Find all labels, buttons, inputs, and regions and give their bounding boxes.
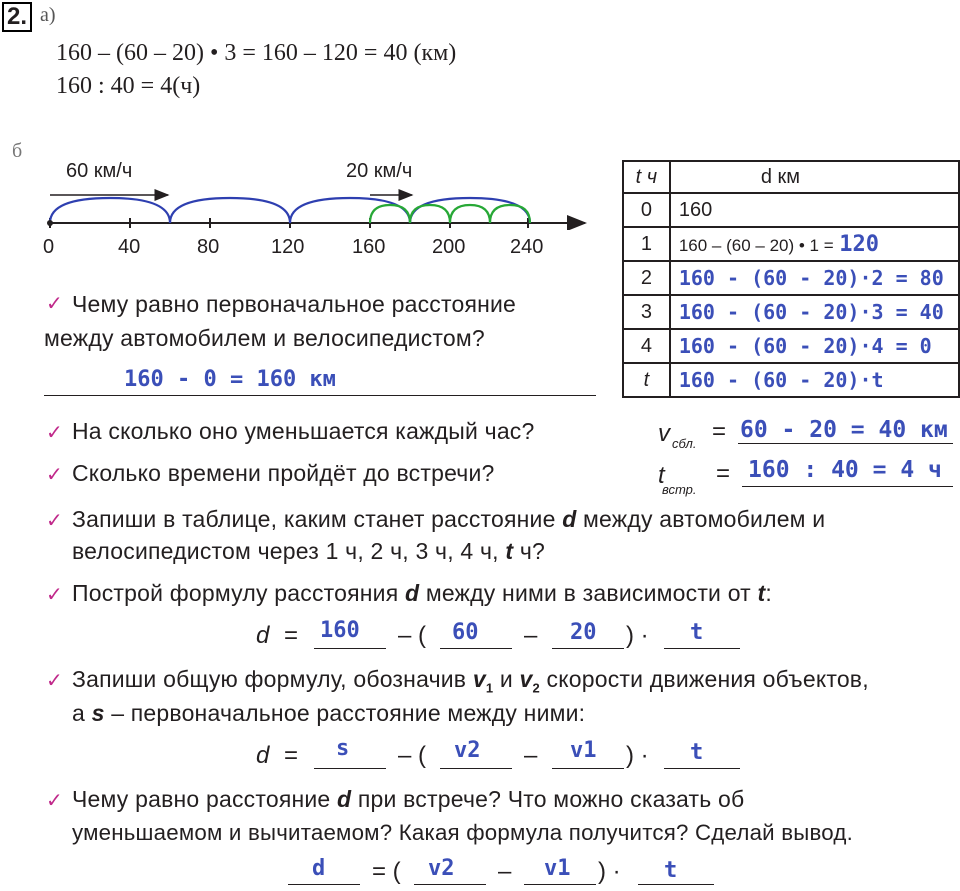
q7-var-d: d [337, 786, 352, 812]
q7-blank2[interactable]: v2 [428, 856, 455, 881]
q4-line2 [72, 538, 545, 565]
q5-var-d: d [404, 580, 420, 606]
q7-line1 [72, 786, 744, 813]
cell-d-handwritten: 120 [839, 231, 879, 257]
q7-f-eq: = ( [372, 858, 401, 885]
q5-text [72, 580, 772, 607]
cell-t: 4 [623, 329, 670, 363]
q2-answer[interactable]: 60 - 20 = 40 км [740, 417, 948, 443]
tick-label-240: 240 [510, 236, 544, 258]
bike-arcs [370, 205, 530, 223]
q6-blank4[interactable]: t [690, 740, 704, 765]
q6-blank3[interactable]: v1 [570, 738, 597, 763]
q7-line1c: при встрече? Что можно сказать об [357, 786, 745, 812]
tick-label-0: 0 [43, 236, 55, 258]
q7-blank3[interactable]: v1 [544, 856, 571, 881]
q5-e: : [765, 580, 772, 606]
q7-f-minus: – [498, 858, 512, 885]
cell-d-handwritten[interactable]: 160 - (60 - 20)·3 = 40 [670, 295, 959, 329]
q6-blank1[interactable]: s [336, 736, 350, 761]
q5-blank1-line [314, 648, 386, 649]
table-header-row [623, 161, 959, 193]
check-icon: ✓ [46, 510, 63, 532]
q7-f-close: ) · [598, 858, 621, 885]
q6-blank2-line [440, 768, 512, 769]
q4-line1c: между автомобилем и [583, 506, 826, 532]
part-b-label: б [12, 140, 23, 162]
cell-t: 2 [623, 261, 670, 295]
q6-v1: v [472, 666, 486, 692]
q2-sub: сбл. [672, 436, 697, 451]
q6-line2b: – первоначальное расстояние между ними: [111, 700, 586, 726]
cell-t: 0 [623, 193, 670, 227]
speed2-label: 20 км/ч [346, 160, 413, 182]
table-row [623, 363, 959, 397]
q6-var-s: s [91, 700, 105, 726]
q3-var: t [658, 462, 665, 489]
check-icon: ✓ [46, 422, 63, 444]
q5-f-eq: = [284, 622, 299, 649]
cell-d-handwritten[interactable]: 160 - (60 - 20)·t [670, 363, 959, 397]
number-line [0, 150, 610, 230]
q3-answer-line [742, 486, 953, 487]
task-number: 2. [2, 2, 32, 32]
cell-t: 3 [623, 295, 670, 329]
q6-blank3-line [552, 768, 624, 769]
q6-line1 [72, 666, 869, 696]
q5-blank2-line [440, 648, 512, 649]
cell-t: t [623, 363, 670, 397]
q1-line2: между автомобилем и велосипедистом? [44, 325, 485, 351]
part-a-line1: 160 – (60 – 20) • 3 = 160 – 120 = 40 (км) [56, 40, 457, 66]
check-icon: ✓ [46, 790, 63, 812]
check-icon: ✓ [46, 584, 63, 606]
q7-line2: уменьшаемом и вычитаемом? Какая формула получится? Сделай вывод. [72, 820, 854, 845]
q6-blank1-line [314, 768, 386, 769]
q3-eq: = [716, 460, 731, 487]
q7-blank3-line [524, 884, 596, 885]
table-row [623, 193, 959, 227]
q5-f-minus: – [524, 622, 538, 649]
table-row [623, 329, 959, 363]
tick-label-160: 160 [352, 236, 386, 258]
start-point [47, 220, 53, 226]
q2-eq: = [712, 418, 727, 445]
q3-text: Сколько времени пройдёт до встречи? [72, 460, 495, 486]
q5-var-t: t [757, 580, 766, 606]
q5-f-minus-paren: – ( [398, 622, 427, 649]
q6-f-close: ) · [626, 742, 649, 769]
q6-f-eq: = [284, 742, 299, 769]
q6-blank4-line [664, 768, 740, 769]
speed1-label: 60 км/ч [66, 160, 133, 182]
q4-var-d: d [562, 506, 577, 532]
q4-line1 [72, 506, 825, 533]
q6-f-minus-paren: – ( [398, 742, 427, 769]
q4-line2c: ч? [519, 538, 545, 564]
cell-d: 160 [670, 193, 959, 227]
q2-var: v [658, 420, 670, 447]
q3-answer[interactable]: 160 : 40 = 4 ч [748, 457, 942, 483]
cell-t: 1 [623, 227, 670, 261]
cell-d-printed: 160 – (60 – 20) • 1 = [678, 235, 834, 255]
q6-line2a: а [72, 700, 85, 726]
tick-label-120: 120 [271, 236, 305, 258]
check-icon: ✓ [46, 464, 63, 486]
car-arcs [50, 198, 530, 223]
q7-line1a: Чему равно расстояние [72, 786, 331, 812]
cell-d [670, 227, 959, 261]
q1-answer-line [44, 395, 596, 396]
q1-answer[interactable]: 160 - 0 = 160 км [124, 367, 336, 392]
q3-sub: встр. [662, 482, 697, 497]
q2-answer-line [738, 443, 953, 444]
q7-blank2-line [414, 884, 486, 885]
part-a-label: а) [40, 4, 56, 26]
q4-line2a: велосипедистом через 1 ч, 2 ч, 3 ч, 4 ч, [72, 538, 499, 564]
tick-label-200: 200 [432, 236, 466, 258]
q5-blank3[interactable]: 20 [570, 620, 597, 645]
q6-blank2[interactable]: v2 [454, 738, 481, 763]
table-row [623, 261, 959, 295]
q7-blank1-line [288, 884, 360, 885]
q5-blank3-line [552, 648, 624, 649]
q1-line1: Чему равно первоначальное расстояние [72, 291, 517, 317]
q5-f-close: ) · [626, 622, 649, 649]
q6-line1b: скорости движения объектов, [546, 666, 869, 692]
q5-blank4-line [664, 648, 740, 649]
check-icon: ✓ [46, 293, 63, 315]
q6-line1a: Запиши общую формулу, обозначив [72, 666, 467, 692]
q2-text: На сколько оно уменьшается каждый час? [72, 418, 535, 444]
table-row [623, 295, 959, 329]
q7-blank4[interactable]: t [664, 858, 678, 883]
check-icon: ✓ [46, 670, 63, 692]
q5-blank1[interactable]: 160 [320, 618, 360, 643]
q6-sub2: 2 [532, 680, 540, 696]
distance-table [622, 160, 960, 398]
q6-line2 [72, 700, 585, 727]
q7-blank1[interactable]: d [312, 856, 326, 881]
table-row [623, 227, 959, 261]
q5-c: между ними в зависимости от [425, 580, 751, 606]
q6-f-minus: – [524, 742, 538, 769]
cell-d-handwritten[interactable]: 160 - (60 - 20)·2 = 80 [670, 261, 959, 295]
q6-v2: v [519, 666, 533, 692]
q5-f-d: d [256, 622, 270, 649]
q6-and: и [499, 666, 513, 692]
header-t: t ч [623, 161, 670, 193]
q5-a: Построй формулу расстояния [72, 580, 399, 606]
cell-d-handwritten[interactable]: 160 - (60 - 20)·4 = 0 [670, 329, 959, 363]
tick-label-80: 80 [197, 236, 220, 258]
q6-f-d: d [256, 742, 270, 769]
header-d: d км [670, 161, 959, 193]
q5-blank2[interactable]: 60 [452, 620, 479, 645]
q4-line1a: Запиши в таблице, каким станет расстояние [72, 506, 556, 532]
tick-label-40: 40 [118, 236, 141, 258]
q7-blank4-line [638, 884, 714, 885]
q6-sub1: 1 [485, 680, 494, 696]
q5-blank4[interactable]: t [690, 620, 704, 645]
part-a-line2: 160 : 40 = 4(ч) [56, 73, 201, 99]
q4-var-t: t [505, 538, 514, 564]
